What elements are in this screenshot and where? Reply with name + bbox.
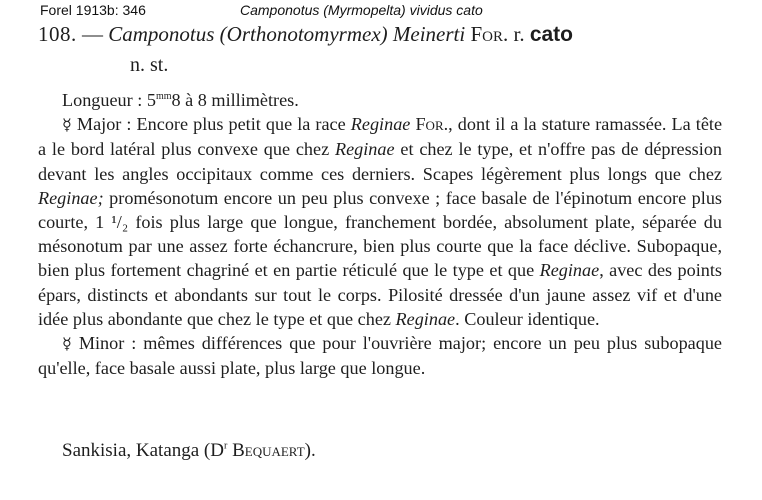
minor-paragraph [38,331,722,380]
major-text-5: promésonotum encore un peu plus convexe ; face basale de l'épinotum encore plus courte, 1 [38,187,722,233]
worker-symbol-icon: ☿ [62,115,72,135]
taxon-label: Camponotus (Myrmopelta) vividus cato [240,2,483,18]
major-text-7: , avec des points épars, distincts et abondants sur tout le corps. Pilosité dressée d'un jaune assez vif et d'une idée plus abondante que chez le type et que chez [38,260,722,329]
length-unit: mm [155,90,172,102]
major-text-4: et chez le type, et n'offre pas de dépression devant les angles occipitaux comme ces derniers. Scapes légèrement plus longs que chez [38,139,723,184]
length-paragraph [38,88,722,112]
worker-symbol-icon: ☿ [62,334,72,354]
major-italic-4: Reginae [539,260,600,281]
author-abbrev: For. [470,22,509,46]
major-fraction: ¹/₂ [111,212,129,233]
major-italic-3: Reginae; [38,187,104,208]
major-italic-2: Reginae [334,139,395,160]
genus-subgenus: Camponotus (Orthonotomyrmex) Meinerti [108,22,466,46]
major-text-3: , dont il a la stature ramassée. La tête a le bord latéral plus convexe que chez [38,114,723,160]
page-header [40,2,740,22]
major-author: For. [415,114,449,135]
entry-number: 108. [38,22,77,46]
locality-sup: r [223,440,228,452]
entry-title [38,22,728,47]
major-italic-5: Reginae [395,308,456,329]
collector-name: Bequaert [227,440,305,461]
major-paragraph [38,112,722,331]
major-text-6: fois plus large que longue, franchement bordée, absolument plate, séparée du mésonotum par une assez forte échancrure, bien plus courte que la face déclive. Subopaque, bien plus fortement chagriné et en partie réticulé que le type et que [38,212,722,281]
locality-place: Sankisia, Katanga (D [62,440,224,461]
rank-abbrev: r. [513,22,525,46]
length-label: Longueur : [62,90,143,110]
length-value-a: 5 [146,90,156,110]
description-body [38,88,722,380]
length-value-b: 8 à 8 millimètres. [171,90,299,110]
taxon-name: cato [529,23,574,46]
major-italic-1: Reginae [350,114,411,135]
entry-dash: — [82,22,103,46]
locality-line [62,440,316,462]
reference-label: Forel 1913b: 346 [40,2,146,18]
minor-text: Minor : mêmes différences que pour l'ouvrière major; encore un peu plus subopaque qu'elle, face basale aussi plate, plus large que longue. [38,333,723,379]
major-text-8: . Couleur identique. [455,308,600,329]
locality-end: ). [304,440,316,461]
status-note: n. st. [130,54,169,76]
major-text-1: Major : Encore plus petit que la race [76,114,351,135]
